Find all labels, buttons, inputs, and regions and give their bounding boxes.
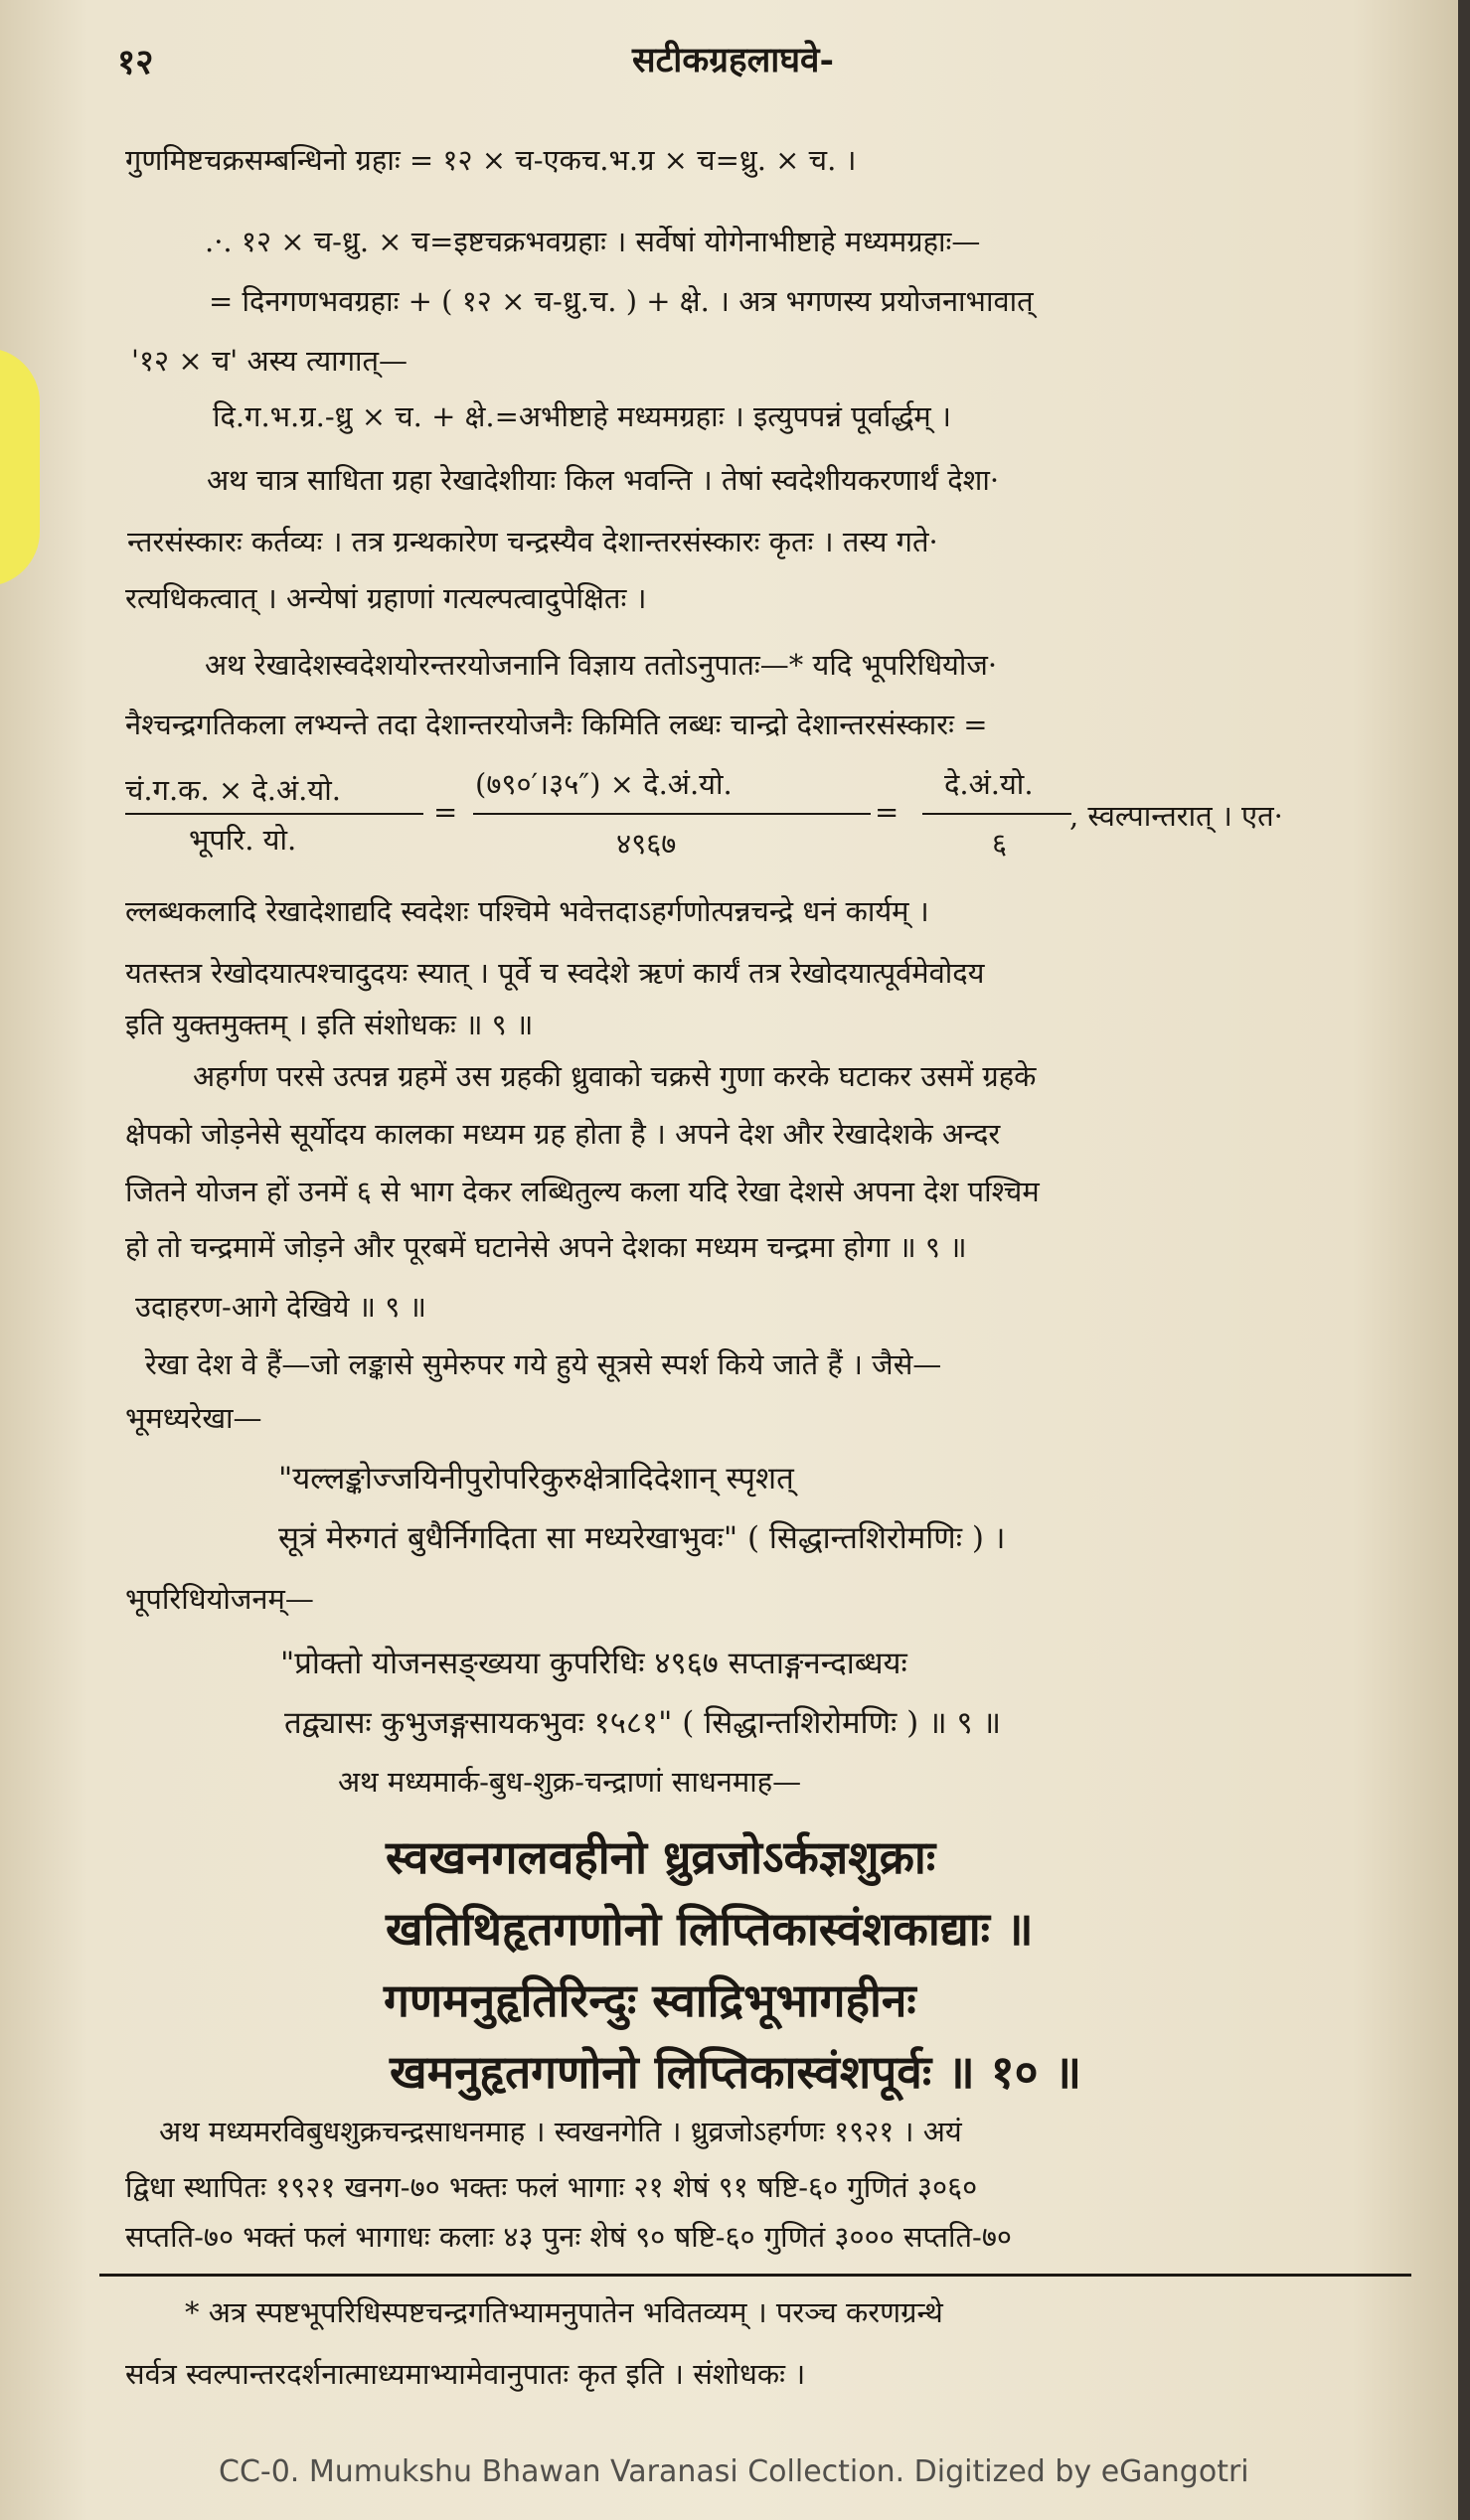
example-line: उदाहरण-आगे देखिये ॥ ९ ॥ — [135, 1290, 426, 1324]
commentary-line: अथ मध्यमरविबुधशुक्रचन्द्रसाधनमाह । स्वखनगेति । ध्रुव्रजोऽहर्गणः १९२१ । अयं — [159, 2115, 962, 2148]
fraction-2-denominator: ४९६७ — [616, 827, 677, 861]
yellow-page-tab — [0, 348, 40, 586]
text-line: यतस्तत्र रेखोदयात्पश्चादुदयः स्यात् । पूर्वे च स्वदेशे ऋणं कार्यं तत्र रेखोदयात्पूर्वमेवोदय — [125, 956, 985, 990]
digitization-watermark: CC-0. Mumukshu Bhawan Varanasi Collection. Digitized by eGangotri — [219, 2454, 1249, 2489]
quote-line: सूत्रं मेरुगतं बुधैर्निगदिता सा मध्यरेखाभुवः" ( सिद्धान्तशिरोमणिः ) । — [278, 1520, 1006, 1556]
text-line: गुणमिष्टचक्रसम्बन्धिनो ग्रहाः = १२ × च-एकच.भ.ग्र × च=ध्रु. × च. । — [125, 143, 857, 177]
hindi-line: क्षेपको जोड़नेसे सूर्योदय कालका मध्यम ग्रह होता है । अपने देश और रेखादेशके अन्दर — [125, 1117, 1001, 1151]
fraction-2-numerator: (७९०′।३५″) × दे.अं.यो. — [475, 767, 733, 801]
text-line: .·. १२ × च-ध्रु. × च=इष्टचक्रभवग्रहाः । सर्वेषां योगेनाभीष्टाहे मध्यमग्रहाः— — [205, 225, 981, 258]
hindi-line: रेखा देश वे हैं—जो लङ्कासे सुमेरुपर गये हुये सूत्रसे स्पर्श किये जाते हैं । जैसे— — [145, 1347, 942, 1381]
page-edge-shadow — [1458, 0, 1470, 2520]
verse-line: गणमनुहृतिरिन्दुः स्वाद्रिभूभागहीनः — [384, 1973, 916, 2027]
section-heading: अथ मध्यमार्क-बुध-शुक्र-चन्द्राणां साधनमाह— — [338, 1765, 802, 1799]
hindi-line: जितने योजन हों उनमें ६ से भाग देकर लब्धितुल्य कला यदि रेखा देशसे अपना देश पश्चिम — [125, 1175, 1040, 1208]
running-title: सटीकग्रहलाघवे- — [632, 40, 835, 80]
text-line: नैश्चन्द्रगतिकला लभ्यन्ते तदा देशान्तरयोजनैः किमिति लब्धः चान्द्रो देशान्तरसंस्कारः = — [125, 708, 988, 741]
page-number: १२ — [117, 42, 154, 82]
equals-sign-1: = — [433, 795, 458, 829]
footnote-line: * अत्र स्पष्टभूपरिधिस्पष्टचन्द्रगतिभ्यामनुपातेन भवितव्यम् । परञ्च करणग्रन्थे — [185, 2295, 943, 2329]
text-line: दि.ग.भ.ग्र.-ध्रु × च. + क्षे.=अभीष्टाहे मध्यमग्रहाः । इत्युपपन्नं पूर्वार्द्धम् । — [213, 399, 951, 433]
formula-tail: , स्वल्पान्तरात् । एत· — [1069, 799, 1283, 833]
quote-line: "यल्लङ्कोज्जयिनीपुरोपरिकुरुक्षेत्रादिदेशान् स्पृशत् — [278, 1461, 794, 1496]
fraction-3-denominator: ६ — [992, 827, 1008, 861]
text-line: = दिनगणभवग्रहाः + ( १२ × च-ध्रु.च. ) + क्षे. । अत्र भगणस्य प्रयोजनाभावात् — [209, 284, 1034, 318]
verse-line: स्वखनगलवहीनो ध्रुव्रजोऽर्कज्ञशुक्राः — [386, 1830, 936, 1884]
text-line: न्तरसंस्कारः कर्तव्यः । तत्र ग्रन्थकारेण चन्द्रस्यैव देशान्तरसंस्कारः कृतः । तस्य गते· — [127, 525, 938, 558]
text-line: ल्लब्धकलादि रेखादेशाद्यदि स्वदेशः पश्चिमे भवेत्तदाऽहर्गणोत्पन्नचन्द्रे धनं कार्यम् । — [125, 894, 929, 928]
fraction-1-bar — [125, 813, 423, 815]
text-line: रत्यधिकत्वात् । अन्येषां ग्रहाणां गत्यल्पत्वादुपेक्षितः । — [125, 581, 647, 615]
verse-line: खमनुहृतगणोनो लिप्तिकास्वंशपूर्वः ॥ १० ॥ — [390, 2045, 1082, 2099]
fraction-1-denominator: भूपरि. यो. — [189, 823, 297, 857]
text-line: अथ चात्र साधिता ग्रहा रेखादेशीयाः किल भवन्ति । तेषां स्वदेशीयकरणार्थं देशा· — [207, 463, 1000, 497]
commentary-line: सप्तति-७० भक्तं फलं भागाधः कलाः ४३ पुनः शेषं ९० षष्टि-६० गुणितं ३००० सप्तति-७० — [125, 2220, 1013, 2254]
commentary-line: द्विधा स्थापितः १९२१ खनग-७० भक्तः फलं भागाः २१ शेषं ९१ षष्टि-६० गुणितं ३०६० — [125, 2170, 978, 2204]
verse-line: खतिथिहृतगणोनो लिप्तिकास्वंशकाद्याः ॥ — [386, 1902, 1034, 1956]
footnote-rule — [99, 2274, 1411, 2277]
fraction-1-numerator: चं.ग.क. × दे.अं.यो. — [125, 773, 341, 807]
quote-line: "प्रोक्तो योजनसङ्ख्यया कुपरिधिः ४९६७ सप्ताङ्गनन्दाब्धयः — [280, 1646, 907, 1681]
hindi-line: अहर्गण परसे उत्पन्न ग्रहमें उस ग्रहकी ध्रुवाको चक्रसे गुणा करके घटाकर उसमें ग्रहके — [193, 1059, 1037, 1093]
hindi-line: हो तो चन्द्रमामें जोड़ने और पूरबमें घटानेसे अपने देशका मध्यम चन्द्रमा होगा ॥ ९ ॥ — [125, 1230, 967, 1264]
footnote-line: सर्वत्र स्वल्पान्तरदर्शनात्माध्यमाभ्यामेवानुपातः कृत इति । संशोधकः । — [125, 2357, 806, 2391]
text-line: अथ रेखादेशस्वदेशयोरन्तरयोजनानि विज्ञाय ततोऽनुपातः—* यदि भूपरिधियोज· — [205, 648, 998, 682]
fraction-3-numerator: दे.अं.यो. — [944, 767, 1034, 801]
equals-sign-2: = — [875, 795, 899, 829]
fraction-2-bar — [473, 813, 871, 815]
text-line: '१२ × च' अस्य त्यागात्— — [131, 344, 408, 378]
fraction-3-bar — [922, 813, 1071, 815]
quote-line: तद्व्यासः कुभुजङ्गसायकभुवः १५८१" ( सिद्धान्तशिरोमणिः ) ॥ ९ ॥ — [284, 1705, 1002, 1741]
bhumadhya-heading: भूमध्यरेखा— — [125, 1401, 262, 1435]
text-line: इति युक्तमुक्तम् । इति संशोधकः ॥ ९ ॥ — [125, 1008, 534, 1041]
bhuparidhi-heading: भूपरिधियोजनम्— — [125, 1582, 314, 1616]
